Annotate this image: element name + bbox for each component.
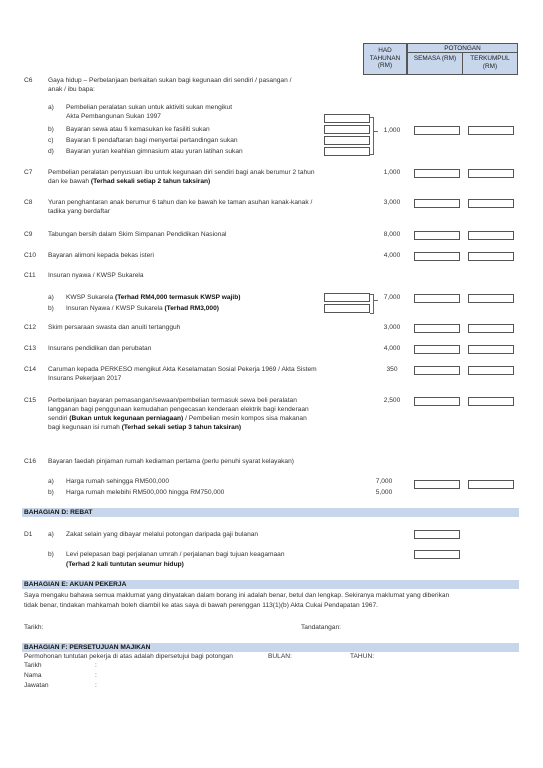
- c9-terkumpul-input[interactable]: [468, 231, 514, 240]
- c14-limit: 350: [386, 366, 398, 373]
- c6-c-input[interactable]: [324, 136, 370, 145]
- d1-b-input[interactable]: [414, 550, 460, 559]
- c10-semasa-input[interactable]: [414, 252, 460, 261]
- c14-terkumpul-input[interactable]: [468, 366, 514, 375]
- c6-a-input[interactable]: [324, 114, 370, 123]
- c15-text-line4a: bagi kegunaan isi rumah: [48, 424, 120, 431]
- c13-limit: 4,000: [383, 345, 401, 352]
- header-semasa-label: SEMASA (RM): [413, 55, 457, 62]
- d1-a-label: a): [48, 531, 54, 538]
- c11-b-note: (Terhad RM3,000): [164, 305, 219, 312]
- c15-text-line2: langganan bagi penggunaan kemudahan pengecasan kenderaan elektrik bagi kenderaan: [48, 406, 309, 413]
- c16-a-label: a): [48, 478, 54, 485]
- c16-code: C16: [24, 458, 37, 465]
- c15-text-line3: [48, 415, 307, 424]
- section-f-tarikh: Tarikh: [24, 662, 42, 669]
- c11-b-text-plain: Insuran Nyawa / KWSP Sukarela: [66, 305, 163, 312]
- c15-text-line1: Perbelanjaan bayaran pemasangan/sewaan/pembelian termasuk sewa beli peralatan: [48, 397, 297, 404]
- c15-text-line3b: (Bukan untuk kegunaan perniagaan): [69, 415, 184, 422]
- header-semasa: [407, 52, 463, 75]
- c16-terkumpul-input[interactable]: [468, 480, 514, 489]
- header-had-tahunan: [363, 43, 407, 75]
- c6-terkumpul-input[interactable]: [468, 126, 514, 135]
- c6-d-input[interactable]: [324, 147, 370, 156]
- c12-text: Skim persaraan swasta dan anuiti tertangguh: [48, 324, 181, 331]
- c10-terkumpul-input[interactable]: [468, 252, 514, 261]
- c6-semasa-input[interactable]: [414, 126, 460, 135]
- section-f-nama-colon: :: [95, 672, 97, 679]
- d1-a-text: Zakat selain yang dibayar melalui potongan daripada gaji bulanan: [66, 531, 259, 538]
- c12-semasa-input[interactable]: [414, 324, 460, 333]
- c12-code: C12: [24, 324, 37, 331]
- d1-a-input[interactable]: [414, 530, 460, 539]
- c6-c-label: c): [48, 137, 54, 144]
- c8-code: C8: [24, 199, 33, 206]
- c13-semasa-input[interactable]: [414, 345, 460, 354]
- c14-code: C14: [24, 366, 37, 373]
- c6-code: C6: [24, 77, 33, 84]
- c14-text-line2: Insurans Pekerjaan 2017: [48, 375, 122, 382]
- section-f-nama: Nama: [24, 672, 42, 679]
- c7-limit: 1,000: [383, 169, 401, 176]
- header-terkumpul: [462, 52, 518, 75]
- c11-a-label: a): [48, 294, 54, 301]
- c12-limit: 3,000: [383, 324, 401, 331]
- header-potongan-label: POTONGAN: [444, 45, 481, 52]
- section-e-text-line1: Saya mengaku bahawa semua maklumat yang dinyatakan dalam borang ini adalah benar, betul dan lengkap. Sekiranya maklumat yang diberikan: [24, 592, 450, 599]
- c15-semasa-input[interactable]: [414, 397, 460, 406]
- c11-limit: 7,000: [383, 294, 401, 301]
- section-e-text-line2: tidak benar, tindakan mahkamah boleh diambil ke atas saya di bawah perenggan 113(1)(b) Akta Cukai Pendapatan 1967.: [24, 602, 378, 609]
- c12-terkumpul-input[interactable]: [468, 324, 514, 333]
- c11-a-text-plain: KWSP Sukarela: [66, 294, 114, 301]
- c6-brace: [370, 117, 374, 155]
- c13-code: C13: [24, 345, 37, 352]
- c11-code: C11: [24, 272, 36, 279]
- c6-b-input[interactable]: [324, 125, 370, 134]
- c15-text-line3c: / Pembelian mesin kompos sisa makanan: [185, 415, 307, 422]
- c16-b-text: Harga rumah melebihi RM500,000 hingga RM750,000: [66, 489, 225, 496]
- c6-b-label: b): [48, 126, 54, 133]
- c15-limit: 2,500: [383, 397, 401, 404]
- c6-limit: 1,000: [383, 127, 401, 134]
- c6-c-text: Bayaran fi pendaftaran bagi menyertai pertandingan sukan: [66, 137, 238, 144]
- c13-terkumpul-input[interactable]: [468, 345, 514, 354]
- c7-terkumpul-input[interactable]: [468, 169, 514, 178]
- header-had-tahunan-label: HAD TAHUNAN (RM): [369, 47, 401, 69]
- section-f-text: Permohonan tuntutan pekerja di atas adalah dipersetujui bagi potongan: [24, 653, 233, 660]
- c15-text-line4b: (Terhad sekali setiap 3 tahun taksiran): [121, 424, 242, 431]
- c11-b-text: [66, 305, 219, 314]
- c14-semasa-input[interactable]: [414, 366, 460, 375]
- c6-text-line2: anak / ibu bapa:: [48, 86, 95, 93]
- section-f-bulan: BULAN:: [268, 653, 292, 660]
- c16-text: Bayaran faedah pinjaman rumah kediaman pertama (perlu penuhi syarat kelayakan): [48, 458, 294, 465]
- d1-b-label: b): [48, 551, 54, 558]
- d1-code: D1: [24, 531, 33, 538]
- c15-code: C15: [24, 397, 37, 404]
- section-e-tarikh: Tarikh:: [24, 624, 44, 631]
- c16-b-label: b): [48, 489, 54, 496]
- c7-code: C7: [24, 169, 33, 176]
- section-f-tahun: TAHUN:: [350, 653, 375, 660]
- c10-code: C10: [24, 252, 37, 259]
- c6-d-text: Bayaran yuran keahlian gimnasium atau yuran latihan sukan: [66, 148, 243, 155]
- c11-terkumpul-input[interactable]: [468, 294, 514, 303]
- c10-limit: 4,000: [383, 252, 401, 259]
- c15-text-line3a: sendiri: [48, 415, 68, 422]
- d1-b-text: Levi pelepasan bagi perjalanan umrah / perjalanan bagi tujuan keagamaan: [66, 551, 285, 558]
- section-f-title: BAHAGIAN F: PERSETUJUAN MAJIKAN: [22, 643, 519, 652]
- c7-text-line2: [48, 178, 210, 187]
- c11-b-label: b): [48, 305, 54, 312]
- c11-semasa-input[interactable]: [414, 294, 460, 303]
- c15-text-line4: [48, 424, 241, 433]
- c7-semasa-input[interactable]: [414, 169, 460, 178]
- c9-code: C9: [24, 231, 33, 238]
- section-e-tandatangan: Tandatangan:: [301, 624, 341, 631]
- c13-text: Insurans pendidikan dan perubatan: [48, 345, 152, 352]
- c6-a-text-line2: Akta Pembangunan Sukan 1997: [66, 113, 161, 120]
- c8-text-line1: Yuran penghantaran anak berumur 6 tahun dan ke bawah ke taman asuhan kanak-kanak /: [48, 199, 313, 206]
- section-f-tarikh-colon: :: [95, 662, 97, 669]
- c6-b-text: Bayaran sewa atau fi kemasukan ke fasiliti sukan: [66, 126, 210, 133]
- c6-text-line1: Gaya hidup – Perbelanjaan berkaitan sukan bagi kegunaan diri sendiri / pasangan /: [48, 77, 292, 84]
- c11-a-note: (Terhad RM4,000 termasuk KWSP wajib): [115, 294, 241, 301]
- c16-a-text: Harga rumah sehingga RM500,000: [66, 478, 169, 485]
- c7-text-line2-plain: dan ke bawah: [48, 178, 90, 185]
- c14-text-line1: Caruman kepada PERKESO mengikut Akta Keselamatan Sosial Pekerja 1969 / Akta Sistem: [48, 366, 317, 373]
- c11-text: Insuran nyawa / KWSP Sukarela: [48, 272, 144, 279]
- header-terkumpul-label: TERKUMPUL (RM): [470, 55, 510, 70]
- c9-semasa-input[interactable]: [414, 231, 460, 240]
- c16-b-limit: 5,000: [375, 489, 393, 496]
- c8-semasa-input[interactable]: [414, 199, 460, 208]
- section-e-title: BAHAGIAN E: AKUAN PEKERJA: [22, 580, 519, 589]
- section-d-title: BAHAGIAN D: REBAT: [22, 508, 519, 517]
- c8-limit: 3,000: [383, 199, 401, 206]
- c11-a-input[interactable]: [324, 293, 370, 302]
- c11-a-text: [66, 294, 240, 303]
- d1-b-note: (Terhad 2 kali tuntutan seumur hidup): [66, 561, 184, 568]
- c16-a-limit: 7,000: [375, 478, 393, 485]
- section-f-jawatan-colon: :: [95, 682, 97, 689]
- c8-terkumpul-input[interactable]: [468, 199, 514, 208]
- section-f-jawatan: Jawatan: [24, 682, 49, 689]
- c6-a-label: a): [48, 104, 54, 111]
- c6-d-label: d): [48, 148, 54, 155]
- c7-note: (Terhad sekali setiap 2 tahun taksiran): [90, 178, 211, 185]
- c9-limit: 8,000: [383, 231, 401, 238]
- c11-b-input[interactable]: [324, 304, 370, 313]
- c8-text-line2: tadika yang berdaftar: [48, 208, 110, 215]
- c9-text: Tabungan bersih dalam Skim Simpanan Pendidikan Nasional: [48, 231, 227, 238]
- c10-text: Bayaran alimoni kepada bekas isteri: [48, 252, 154, 259]
- c16-semasa-input[interactable]: [414, 480, 460, 489]
- c15-terkumpul-input[interactable]: [468, 397, 514, 406]
- c6-a-text-line1: Pembelian peralatan sukan untuk aktiviti sukan mengikut: [66, 104, 233, 111]
- c7-text-line1: Pembelian peralatan penyusuan ibu untuk kegunaan diri sendiri bagi anak berumur 2 tahun: [48, 169, 315, 176]
